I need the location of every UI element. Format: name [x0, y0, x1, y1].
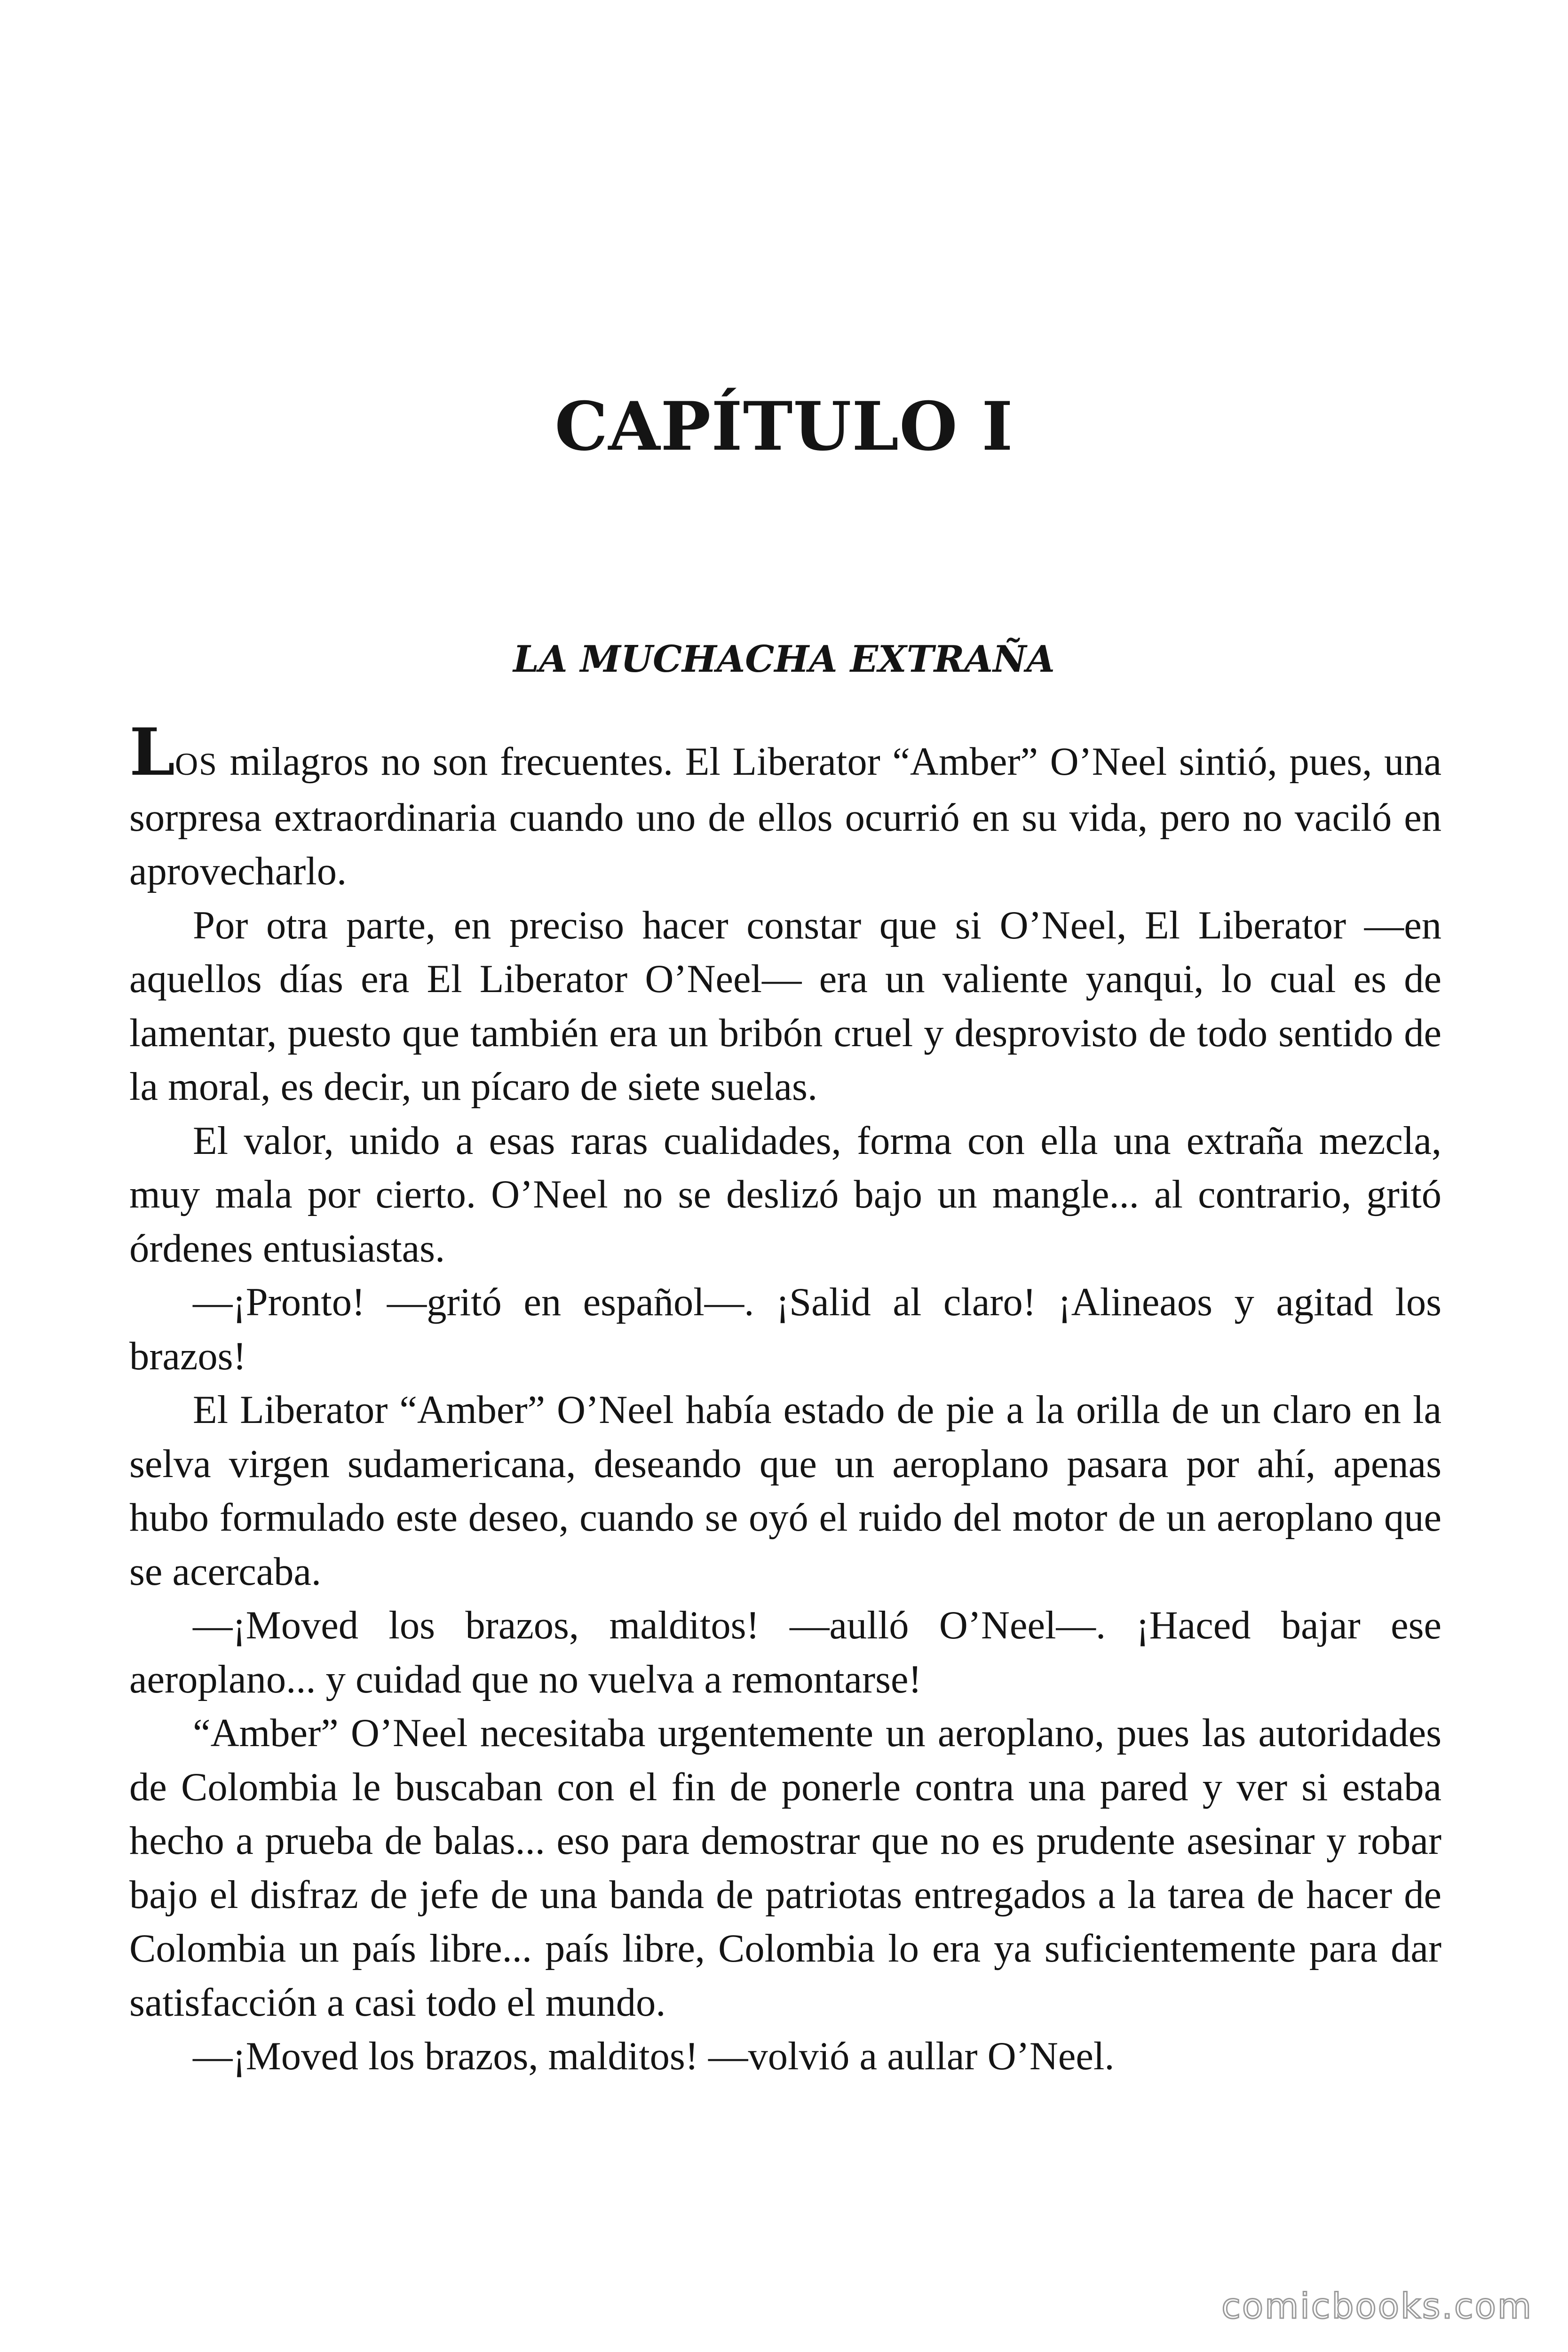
paragraph-2: Por otra parte, en preciso hacer constar que si O’Neel, El Liberator —en aquellos días era El Liberator O’Neel— era un valiente yanqui, lo cual es de lamentar, puesto que también era un bribón cruel y desprovisto de todo sentido de la moral, es decir, un pícaro de siete suelas.: [129, 903, 1441, 1109]
paragraph-1: [129, 714, 1441, 899]
chapter-body: [129, 714, 1441, 2084]
chapter-title: CAPÍTULO I: [554, 388, 1014, 466]
paragraph-7: “Amber” O’Neel necesitaba urgentemente un aeroplano, pues las autoridades de Colombia le buscaban con el fin de ponerle contra una pared y ver si estaba hecho a prueba de balas... eso para demostrar que no es prudente asesinar y robar bajo el disfraz de jefe de una banda de patriotas entregados a la tarea de hacer de Colombia un país libre... país libre, Colombia lo era ya suficientemente para dar satisfacción a casi todo el mundo.: [129, 1711, 1441, 2025]
section-title: LA MUCHACHA EXTRAÑA: [513, 638, 1055, 681]
paragraph-5: El Liberator “Amber” O’Neel había estado de pie a la orilla de un claro en la selva virgen sudamericana, deseando que un aeroplano pasara por ahí, apenas hubo formulado este deseo, cuando se oyó el ruido del motor de un aeroplano que se acercaba.: [129, 1388, 1441, 1594]
paragraph-4: —¡Pronto! —gritó en español—. ¡Salid al claro! ¡Alineaos y agitad los brazos!: [129, 1280, 1441, 1378]
watermark-logo: comicbooks.com: [1221, 2286, 1533, 2327]
opening-small-caps: OS: [175, 746, 218, 782]
paragraph-1-text: milagros no son frecuentes. El Liberator “Amber” O’Neel sintió, pues, una sorpresa extraordinaria cuando uno de ellos ocurrió en su vida, pero no vaciló en aprovecharlo.: [129, 740, 1441, 893]
paragraph-3: El valor, unido a esas raras cualidades, forma con ella una extraña mezcla, muy mala por cierto. O’Neel no se deslizó bajo un mangle... al contrario, gritó órdenes entusiastas.: [129, 1119, 1441, 1271]
drop-cap: L: [129, 714, 175, 790]
paragraph-6: —¡Moved los brazos, malditos! —aulló O’Neel—. ¡Haced bajar ese aeroplano... y cuidad que no vuelva a remontarse!: [129, 1604, 1441, 1701]
paragraph-8: —¡Moved los brazos, malditos! —volvió a aullar O’Neel.: [193, 2034, 1115, 2078]
